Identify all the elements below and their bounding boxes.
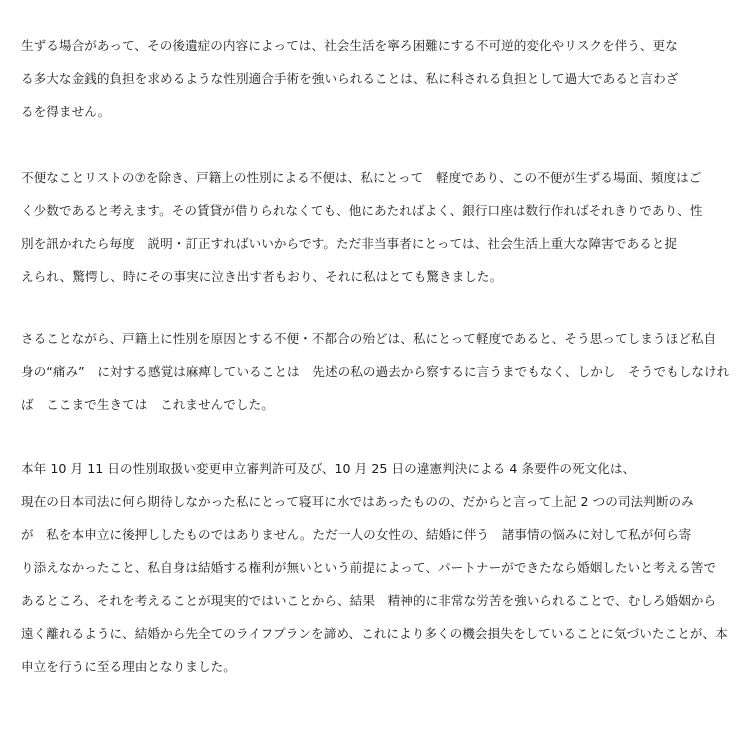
paragraph-1-line-2: る多大な金銭的負担を求めるような性別適合手術を強いられることは、私に科される負担として過大であると言わざ bbox=[21, 71, 679, 86]
paragraph-3-line-2: 身の“痛み” に対する感覚は麻痺していることは 先述の私の過去から察するに言うまでもなく、しかし そうでもしなけれ bbox=[21, 364, 730, 379]
paragraph-3-line-1: さることながら、戸籍上に性別を原因とする不便・不都合の殆どは、私にとって軽度であると、そう思ってしまうほど私自 bbox=[21, 331, 717, 346]
paragraph-4-line-1: 本年 10 月 11 日の性別取扱い変更申立審判許可及び、10 月 25 日の違憲判決による 4 条要件の死文化は、 bbox=[21, 461, 636, 476]
paragraph-2-line-1: 不便なことリストの⑦を除き、戸籍上の性別による不便は、私にとって 軽度であり、この不便が生ずる場面、頻度はご bbox=[21, 170, 702, 185]
paragraph-2-line-4: えられ、驚愕し、時にその事実に泣き出す者もおり、それに私はとても驚きました。 bbox=[21, 269, 503, 284]
paragraph-1-line-1: 生ずる場合があって、その後遺症の内容によっては、社会生活を寧ろ困難にする不可逆的変化やリスクを伴う、更な bbox=[21, 38, 678, 53]
paragraph-2-line-2: く少数であると考えます。その賃貸が借りられなくても、他にあたればよく、銀行口座は数行作ればそれきりであり、性 bbox=[21, 203, 703, 218]
paragraph-4-line-3: が 私を本申立に後押ししたものではありません。ただ一人の女性の、結婚に伴う 諸事情の悩みに対して私が何ら寄 bbox=[21, 527, 692, 542]
paragraph-4-line-4: り添えなかったこと、私自身は結婚する権利が無いという前提によって、パートナーができたなら婚姻したいと考える筈で bbox=[21, 560, 717, 575]
paragraph-4-line-5: あるところ、それを考えることが現実的ではいことから、結果 精神的に非常な労苦を強いられることで、むしろ婚姻から bbox=[21, 593, 717, 608]
paragraph-1-line-3: るを得ません。 bbox=[21, 104, 111, 119]
paragraph-3-line-3: ば ここまで生きては これませんでした。 bbox=[21, 397, 274, 412]
paragraph-4-line-7: 申立を行うに至る理由となりました。 bbox=[21, 659, 236, 674]
paragraph-4-line-6: 遠く離れるように、結婚から先全てのライフプランを諦め、これにより多くの機会損失をしていることに気づいたことが、本 bbox=[21, 626, 728, 641]
paragraph-2-line-3: 別を訊かれたら毎度 説明・訂正すればいいからです。ただ非当事者にとっては、社会生活上重大な障害であると捉 bbox=[21, 236, 678, 251]
paragraph-4-line-2: 現在の日本司法に何ら期待しなかった私にとって寝耳に水ではあったものの、だからと言って上記 2 つの司法判断のみ bbox=[21, 494, 694, 509]
